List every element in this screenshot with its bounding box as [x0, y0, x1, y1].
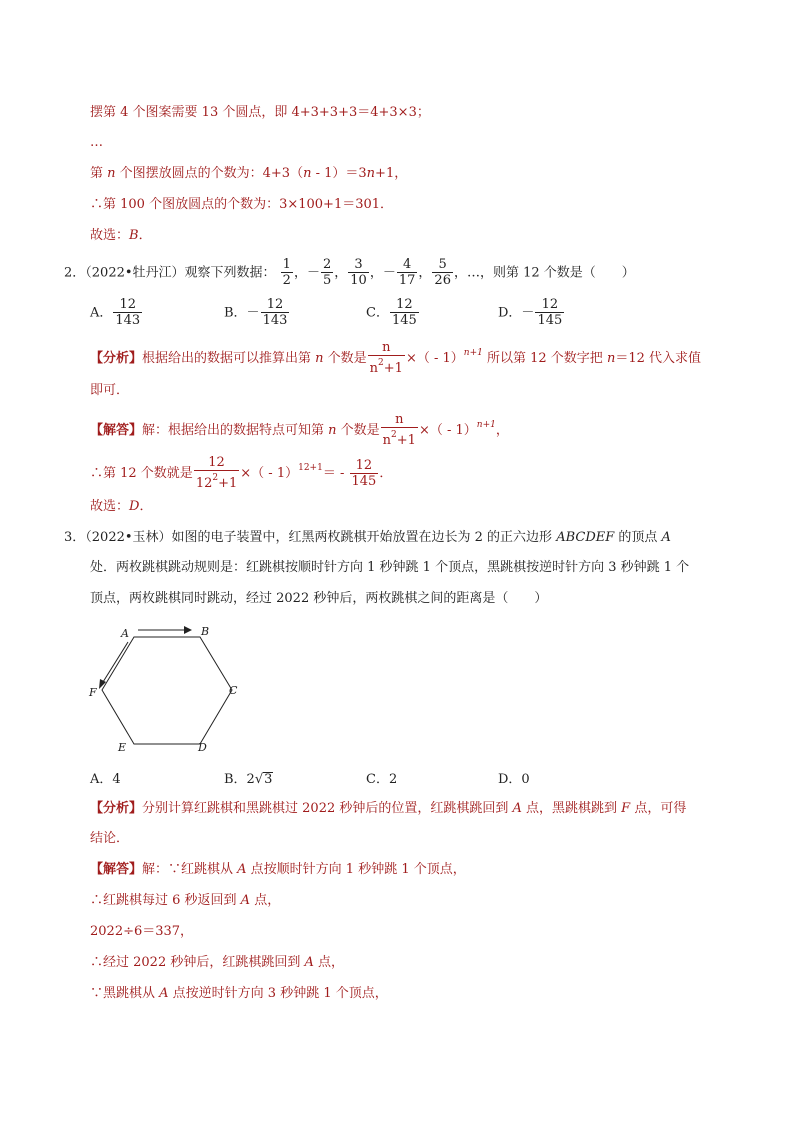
q2-option-d: D．－ $\frac{12}{145}$	[498, 297, 563, 328]
q2-solution: 【解答】解：根据给出的数据特点可知第 n 个数是 $\frac{n}{n^2+1}$ ×（ - 1）$^{n+1}$，	[90, 412, 509, 448]
q2-stem: 2．（2022•牡丹江）观察下列数据： $\frac{1}{2}$ ，－ $\frac{2}{5}$ ， $\frac{3}{10}$ ，－ $\frac{4}{17}$ ， $\frac{5}{26}$ ，…，则第 12 个数是（ ）	[64, 257, 635, 288]
q3-option-a: A．4	[90, 772, 121, 787]
q2-answer: 故选：D．	[90, 499, 153, 514]
q3-solution: 【解答】解：∵红跳棋从 A 点按顺时针方向 1 秒钟跳 1 个顶点，	[90, 862, 466, 877]
q3-option-b: B．2√3	[224, 772, 273, 787]
q2-analysis-line-2: 即可．	[90, 383, 130, 398]
prev-line-1: 摆第 4 个图案需要 13 个圆点，即 4+3+3+3＝4+3×3；	[90, 105, 430, 120]
q3-option-c: C．2	[366, 772, 398, 787]
q3-stem-line-3: 顶点，两枚跳棋同时跳动，经过 2022 秒钟后，两枚跳棋之间的距离是（ ）	[90, 591, 548, 606]
q2-analysis: 【分析】根据给出的数据可以推算出第 n 个数是 $\frac{n}{n^2+1}$ ×（ - 1）$^{n+1}$ 所以第 12 个数字把 n＝12 代入求值	[90, 340, 701, 376]
q3-option-d: D．0	[498, 772, 530, 787]
prev-answer: 故选：B．	[90, 228, 152, 243]
q2-solution-line-2: ∴第 12 个数就是 $\frac{12}{12^2+1}$ ×（ - 1）$^{12+1}$＝ - $\frac{12}{145}$ ．	[90, 455, 393, 491]
q3-stem-line-2: 处．两枚跳棋跳动规则是：红跳棋按顺时针方向 1 秒钟跳 1 个顶点，黑跳棋按逆时针方向 3 秒钟跳 1 个	[90, 560, 690, 575]
q3-stem-line-1: 3．（2022•玉林）如图的电子装置中，红黑两枚跳棋开始放置在边长为 2 的正六边形 ABCDEF 的顶点 A	[64, 530, 671, 545]
clockwise-arrow-head	[184, 626, 192, 634]
vertex-label-d: D	[198, 741, 207, 754]
q3-analysis-line-2: 结论．	[90, 831, 130, 846]
vertex-label-b: B	[201, 625, 210, 638]
q3-analysis: 【分析】分别计算红跳棋和黑跳棋过 2022 秒钟后的位置，红跳棋跳回到 A 点，黑跳棋跳到 F 点，可得	[90, 801, 687, 816]
counterclockwise-arrow-line	[103, 642, 128, 682]
q3-solution-line-2: ∴红跳棋每过 6 秒返回到 A 点，	[90, 893, 281, 908]
prev-line-4: ∴第 100 个图放圆点的个数为：3×100+1＝301．	[90, 197, 394, 212]
prev-line-3: 第 n 个图摆放圆点的个数为：4+3（n - 1）＝3n+1，	[90, 166, 408, 181]
counterclockwise-arrow-head	[99, 679, 106, 689]
q2-option-c: C． $\frac{12}{145}$	[366, 297, 417, 328]
hexagon-diagram	[84, 620, 244, 755]
vertex-label-e: E	[118, 741, 127, 754]
vertex-label-c: C	[229, 684, 238, 697]
q3-solution-line-5: ∵黑跳棋从 A 点按逆时针方向 3 秒钟跳 1 个顶点，	[90, 986, 388, 1001]
q2-option-b: B．－ $\frac{12}{143}$	[224, 297, 288, 328]
q3-solution-line-3: 2022÷6＝337，	[90, 924, 194, 939]
prev-ellipsis: …	[90, 135, 103, 150]
vertex-label-f: F	[89, 686, 97, 699]
vertex-label-a: A	[121, 627, 129, 640]
q3-solution-line-4: ∴经过 2022 秒钟后，红跳棋跳回到 A 点，	[90, 955, 345, 970]
q2-option-a: A． $\frac{12}{143}$	[90, 297, 141, 328]
